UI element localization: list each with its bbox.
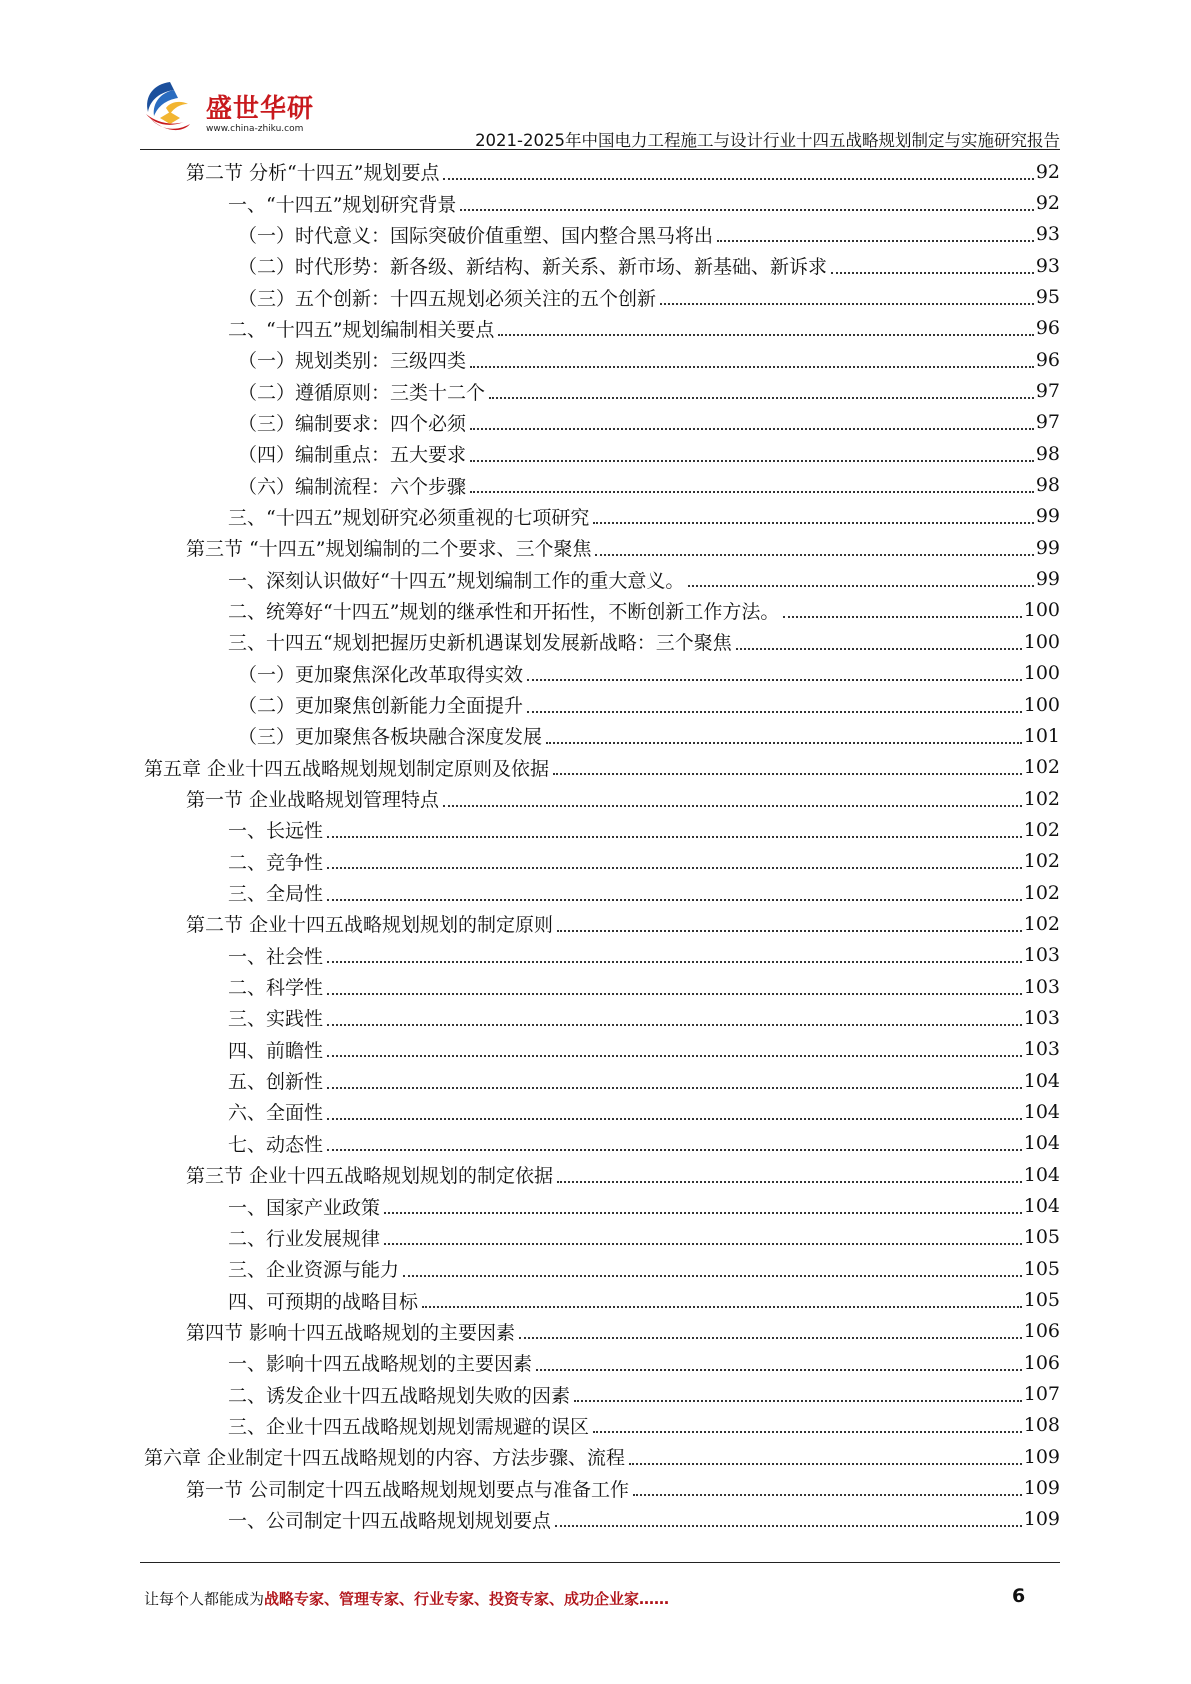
toc-entry-page: 102 — [1023, 787, 1060, 810]
toc-entry-page: 93 — [1035, 254, 1060, 277]
toc-dot-leader — [593, 522, 1033, 524]
toc-entry[interactable] — [140, 563, 1060, 594]
toc-entry-page: 102 — [1023, 912, 1060, 935]
toc-entry[interactable] — [140, 1253, 1060, 1284]
toc-entry-label: （一）时代意义：国际突破价值重塑、国内整合黑马将出 — [238, 224, 714, 247]
toc-entry-page: 103 — [1023, 944, 1060, 967]
logo-icon — [140, 78, 204, 138]
toc-entry[interactable] — [140, 626, 1060, 657]
toc-entry[interactable] — [140, 407, 1060, 438]
toc-dot-leader — [527, 679, 1022, 681]
toc-dot-leader — [327, 836, 1022, 838]
toc-entry[interactable] — [140, 1316, 1060, 1347]
toc-entry[interactable] — [140, 1504, 1060, 1535]
report-title: 2021-2025年中国电力工程施工与设计行业十四五战略规划制定与实施研究报告 — [475, 131, 1060, 150]
toc-entry-label: 第六章 企业制定十四五战略规划的内容、方法步骤、流程 — [144, 1447, 626, 1470]
toc-entry-label: 二、竞争性 — [228, 851, 324, 874]
toc-dot-leader — [327, 993, 1022, 995]
toc-entry[interactable] — [140, 438, 1060, 469]
toc-entry-label: 四、可预期的战略目标 — [228, 1290, 419, 1313]
toc-dot-leader — [527, 711, 1022, 713]
toc-entry-page: 109 — [1023, 1508, 1060, 1531]
toc-entry-page: 103 — [1023, 1006, 1060, 1029]
toc-entry-label: （三）五个创新：十四五规划必须关注的五个创新 — [238, 287, 657, 310]
logo-url[interactable]: www.china-zhiku.com — [206, 124, 304, 134]
page-header — [140, 78, 1060, 148]
toc-dot-leader — [327, 899, 1022, 901]
toc-entry-page: 92 — [1035, 160, 1060, 183]
toc-entry[interactable] — [140, 1222, 1060, 1253]
toc-entry[interactable] — [140, 752, 1060, 783]
toc-entry[interactable] — [140, 595, 1060, 626]
toc-dot-leader — [557, 930, 1022, 932]
toc-entry-label: 第三节 企业十四五战略规划规划的制定依据 — [186, 1165, 554, 1188]
toc-entry-label: （三）编制要求：四个必须 — [238, 412, 467, 435]
toc-entry-label: 第二节 企业十四五战略规划规划的制定原则 — [186, 914, 554, 937]
toc-entry-page: 98 — [1035, 474, 1060, 497]
slogan-highlight: 战略专家、管理专家、行业专家、投资专家、成功企业家…… — [264, 1590, 670, 1608]
toc-entry[interactable] — [140, 187, 1060, 218]
toc-dot-leader — [384, 1212, 1022, 1214]
toc-entry-page: 102 — [1023, 818, 1060, 841]
toc-entry[interactable] — [140, 469, 1060, 500]
footer-slogan — [144, 1588, 669, 1609]
toc-entry-label: （一）更加聚焦深化改革取得实效 — [238, 663, 524, 686]
toc-dot-leader — [470, 491, 1034, 493]
toc-entry[interactable] — [140, 1034, 1060, 1065]
toc-entry-label: （六）编制流程：六个步骤 — [238, 475, 467, 498]
table-of-contents — [140, 156, 1060, 1535]
toc-dot-leader — [536, 1369, 1022, 1371]
toc-entry-page: 106 — [1023, 1351, 1060, 1374]
logo-name: 盛世华研 — [206, 94, 315, 124]
toc-dot-leader — [519, 1337, 1022, 1339]
toc-entry-label: （二）更加聚焦创新能力全面提升 — [238, 695, 524, 718]
toc-entry[interactable] — [140, 846, 1060, 877]
toc-entry-page: 98 — [1035, 442, 1060, 465]
toc-entry-page: 104 — [1023, 1195, 1060, 1218]
toc-entry-page: 103 — [1023, 1038, 1060, 1061]
toc-entry[interactable] — [140, 375, 1060, 406]
toc-entry-label: 三、全局性 — [228, 883, 324, 906]
toc-entry[interactable] — [140, 532, 1060, 563]
toc-dot-leader — [327, 961, 1022, 963]
toc-dot-leader — [384, 1243, 1022, 1245]
toc-entry-label: 二、行业发展规律 — [228, 1227, 381, 1250]
toc-entry[interactable] — [140, 814, 1060, 845]
toc-entry-page: 99 — [1035, 505, 1060, 528]
toc-entry-label: 第五章 企业十四五战略规划规划制定原则及依据 — [144, 757, 550, 780]
toc-entry[interactable] — [140, 971, 1060, 1002]
toc-entry[interactable] — [140, 501, 1060, 532]
toc-entry[interactable] — [140, 1378, 1060, 1409]
toc-dot-leader — [717, 240, 1034, 242]
toc-entry-label: （四）编制重点：五大要求 — [238, 444, 467, 467]
toc-entry-page: 105 — [1023, 1226, 1060, 1249]
toc-dot-leader — [327, 867, 1022, 869]
toc-entry-page: 101 — [1023, 724, 1060, 747]
toc-entry-page: 96 — [1035, 348, 1060, 371]
toc-entry[interactable] — [140, 250, 1060, 281]
toc-entry[interactable] — [140, 1128, 1060, 1159]
toc-entry[interactable] — [140, 281, 1060, 312]
toc-entry[interactable] — [140, 1410, 1060, 1441]
toc-dot-leader — [327, 1118, 1022, 1120]
toc-entry-label: 二、统筹好“十四五”规划的继承性和开拓性，不断创新工作方法。 — [228, 600, 780, 623]
toc-entry-label: 第四节 影响十四五战略规划的主要因素 — [186, 1321, 516, 1344]
toc-entry[interactable] — [140, 1441, 1060, 1472]
toc-entry-label: 三、实践性 — [228, 1008, 324, 1031]
toc-entry[interactable] — [140, 156, 1060, 187]
toc-dot-leader — [327, 1149, 1022, 1151]
toc-entry-label: （三）更加聚焦各板块融合深度发展 — [238, 726, 543, 749]
toc-dot-leader — [783, 616, 1021, 618]
toc-entry-page: 104 — [1023, 1100, 1060, 1123]
toc-dot-leader — [489, 397, 1034, 399]
toc-entry-label: 一、影响十四五战略规划的主要因素 — [228, 1353, 533, 1376]
toc-entry-label: 一、社会性 — [228, 945, 324, 968]
toc-dot-leader — [831, 272, 1034, 274]
toc-entry[interactable] — [140, 1159, 1060, 1190]
toc-entry-label: 第三节 “十四五”规划编制的二个要求、三个聚焦 — [186, 538, 592, 561]
toc-entry-label: 第一节 公司制定十四五战略规划规划要点与准备工作 — [186, 1478, 630, 1501]
toc-dot-leader — [688, 585, 1033, 587]
toc-dot-leader — [403, 1275, 1022, 1277]
toc-entry[interactable] — [140, 908, 1060, 939]
toc-entry[interactable] — [140, 1347, 1060, 1378]
toc-entry-label: 一、公司制定十四五战略规划规划要点 — [228, 1509, 552, 1532]
toc-entry-label: 七、动态性 — [228, 1133, 324, 1156]
toc-entry[interactable] — [140, 313, 1060, 344]
page-number: 6 — [1012, 1585, 1026, 1607]
toc-entry[interactable] — [140, 940, 1060, 971]
toc-dot-leader — [470, 366, 1034, 368]
toc-dot-leader — [470, 460, 1034, 462]
toc-dot-leader — [498, 334, 1033, 336]
toc-dot-leader — [736, 648, 1022, 650]
toc-entry-page: 102 — [1023, 850, 1060, 873]
toc-entry-page: 109 — [1023, 1477, 1060, 1500]
toc-entry-page: 104 — [1023, 1132, 1060, 1155]
slogan-prefix: 让每个人都能成为 — [144, 1590, 265, 1608]
toc-entry-label: （二）遵循原则：三类十二个 — [238, 381, 486, 404]
toc-entry-label: 二、科学性 — [228, 977, 324, 1000]
toc-entry-page: 100 — [1023, 599, 1060, 622]
header-divider — [140, 149, 1060, 150]
toc-entry-label: 三、十四五“规划把握历史新机遇谋划发展新战略：三个聚焦 — [228, 632, 732, 655]
toc-dot-leader — [557, 1181, 1022, 1183]
toc-dot-leader — [633, 1494, 1022, 1496]
toc-entry-page: 105 — [1023, 1289, 1060, 1312]
toc-dot-leader — [553, 773, 1022, 775]
toc-dot-leader — [422, 1306, 1022, 1308]
toc-entry[interactable] — [140, 1284, 1060, 1315]
toc-dot-leader — [546, 742, 1022, 744]
toc-entry[interactable] — [140, 1096, 1060, 1127]
toc-entry-page: 106 — [1023, 1320, 1060, 1343]
toc-dot-leader — [595, 554, 1033, 556]
toc-dot-leader — [470, 428, 1034, 430]
toc-entry-page: 109 — [1023, 1445, 1060, 1468]
toc-entry-label: 一、长远性 — [228, 820, 324, 843]
toc-entry-page: 104 — [1023, 1069, 1060, 1092]
toc-entry-page: 104 — [1023, 1163, 1060, 1186]
toc-dot-leader — [593, 1431, 1022, 1433]
company-logo — [140, 78, 315, 138]
toc-entry-page: 100 — [1023, 630, 1060, 653]
toc-dot-leader — [574, 1400, 1022, 1402]
toc-entry[interactable] — [140, 1472, 1060, 1503]
toc-entry-label: 二、诱发企业十四五战略规划失败的因素 — [228, 1384, 571, 1407]
toc-entry-label: 六、全面性 — [228, 1102, 324, 1125]
toc-dot-leader — [327, 1055, 1022, 1057]
toc-entry-page: 97 — [1035, 411, 1060, 434]
toc-entry-label: 一、深刻认识做好“十四五”规划编制工作的重大意义。 — [228, 569, 685, 592]
toc-entry-page: 103 — [1023, 975, 1060, 998]
toc-entry-page: 105 — [1023, 1257, 1060, 1280]
toc-entry-label: 三、企业十四五战略规划规划需规避的误区 — [228, 1415, 590, 1438]
toc-entry-page: 107 — [1023, 1383, 1060, 1406]
toc-entry-label: 第二节 分析“十四五”规划要点 — [186, 162, 440, 185]
toc-entry[interactable] — [140, 783, 1060, 814]
toc-entry-page: 102 — [1023, 881, 1060, 904]
toc-entry[interactable] — [140, 689, 1060, 720]
toc-entry-label: 二、“十四五”规划编制相关要点 — [228, 318, 495, 341]
toc-entry[interactable] — [140, 1065, 1060, 1096]
toc-entry[interactable] — [140, 344, 1060, 375]
toc-entry[interactable] — [140, 1002, 1060, 1033]
toc-dot-leader — [460, 209, 1033, 211]
toc-entry[interactable] — [140, 1190, 1060, 1221]
toc-entry-page: 99 — [1035, 536, 1060, 559]
toc-entry-page: 93 — [1035, 223, 1060, 246]
toc-dot-leader — [443, 805, 1022, 807]
toc-entry-label: 一、国家产业政策 — [228, 1196, 381, 1219]
toc-entry-label: 第一节 企业战略规划管理特点 — [186, 789, 440, 812]
toc-dot-leader — [327, 1087, 1022, 1089]
toc-entry-page: 96 — [1035, 317, 1060, 340]
toc-dot-leader — [443, 178, 1033, 180]
toc-entry-label: 三、企业资源与能力 — [228, 1259, 400, 1282]
toc-entry[interactable] — [140, 658, 1060, 689]
toc-entry[interactable] — [140, 219, 1060, 250]
toc-entry-label: （二）时代形势：新各级、新结构、新关系、新市场、新基础、新诉求 — [238, 256, 828, 279]
toc-entry-page: 100 — [1023, 693, 1060, 716]
toc-entry-page: 99 — [1035, 568, 1060, 591]
footer-divider — [140, 1562, 1060, 1563]
toc-entry[interactable] — [140, 720, 1060, 751]
toc-entry-page: 102 — [1023, 756, 1060, 779]
toc-entry-page: 100 — [1023, 662, 1060, 685]
toc-entry-label: 一、“十四五”规划研究背景 — [228, 193, 457, 216]
toc-dot-leader — [660, 303, 1034, 305]
toc-dot-leader — [629, 1463, 1022, 1465]
toc-entry-label: 四、前瞻性 — [228, 1039, 324, 1062]
toc-entry[interactable] — [140, 877, 1060, 908]
toc-entry-label: 三、“十四五”规划研究必须重视的七项研究 — [228, 506, 590, 529]
toc-entry-label: 五、创新性 — [228, 1071, 324, 1094]
toc-entry-page: 97 — [1035, 380, 1060, 403]
toc-entry-label: （一）规划类别：三级四类 — [238, 350, 467, 373]
toc-dot-leader — [327, 1024, 1022, 1026]
toc-dot-leader — [555, 1525, 1022, 1527]
toc-entry-page: 92 — [1035, 192, 1060, 215]
toc-entry-page: 95 — [1035, 286, 1060, 309]
toc-entry-page: 108 — [1023, 1414, 1060, 1437]
